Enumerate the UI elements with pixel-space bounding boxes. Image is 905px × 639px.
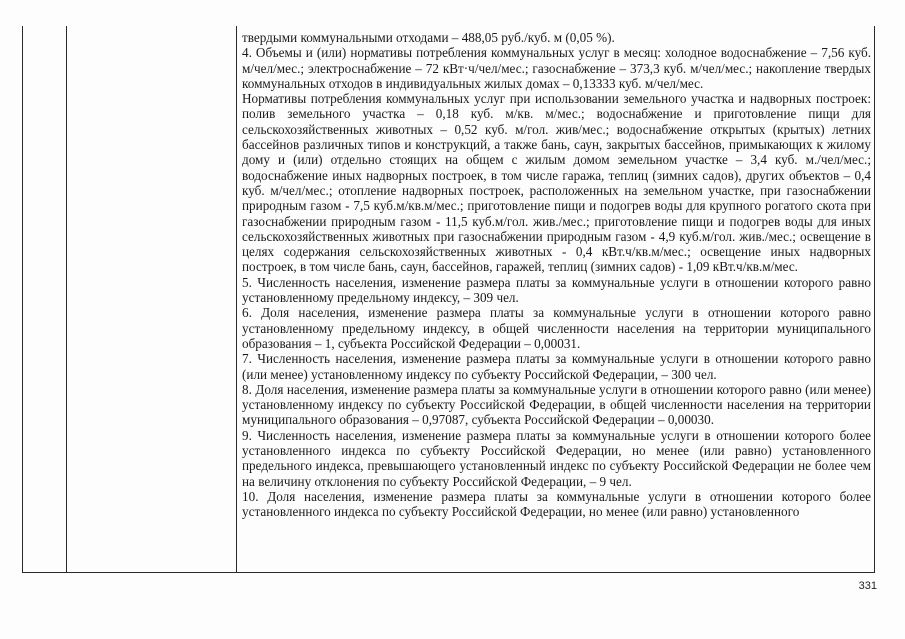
table-text-cell <box>242 30 871 520</box>
paragraph-item-6: 6. Доля населения, изменение размера платы за коммунальные услуги в отношении которого равно установленному предельному индексу, в общей численности населения на территории муниципального образования – 1, субъекта Российской Федерации – 0,00031. <box>242 305 871 351</box>
document-table <box>22 26 875 573</box>
paragraph-land-norms: Нормативы потребления коммунальных услуг при использовании земельного участка и надворных построек: полив земельного участка – 0,18 куб. м/кв. м/мес.; водоснабжение и приготовление пищи для сельскохозяйственных животных – 0,52 куб. м/гол. жив/мес.; водоснабжение открытых (крытых) летних бассейнов различных типов и конструкций, а также бань, саун, закрытых бассейнов, примыкающих к жилому дому и (или) отдельно стоящих на общем с жилым домом земельном участке – 3,4 куб. м./чел/мес.; водоснабжение иных надворных построек, в том числе гаража, теплиц (зимних садов), других объектов – 0,4 куб. м/чел/мес.; отопление надворных построек, расположенных на земельном участке, при газоснабжении природным газом - 7,5 куб.м/кв.м/мес.; приготовление пищи и подогрев воды для крупного рогатого скота при газоснабжении природным газом - 11,5 куб.м/гол. жив./мес.; приготовление пищи и подогрев воды для иных сельскохозяйственных животных при газоснабжении природным газом - 4,9 куб.м/гол. жив./мес.; освещение в целях содержания сельскохозяйственных животных - 0,4 кВт.ч/кв.м/мес.; освещение иных надворных построек, в том числе бань, саун, бассейнов, гаражей, теплиц (зимних садов) - 1,09 кВт.ч/кв.м/мес. <box>242 91 871 275</box>
paragraph-item-7: 7. Численность населения, изменение размера платы за коммунальные услуги в отношении которого равно (или менее) установленному индексу по субъекту Российской Федерации, – 300 чел. <box>242 351 871 382</box>
paragraph-item-8: 8. Доля населения, изменение размера платы за коммунальные услуги в отношении которого равно (или менее) установленному индексу по субъекту Российской Федерации, в общей численности населения на территории муниципального образования – 0,97087, субъекта Российской Федерации – 0,00030. <box>242 381 871 428</box>
paragraph-item-5: 5. Численность населения, изменение размера платы за коммунальные услуги в отношении которого равно установленному предельному индексу, – 309 чел. <box>242 274 871 306</box>
paragraph-item-9: 9. Численность населения, изменение размера платы за коммунальные услуги в отношении которого более установленного индекса по субъекту Российской Федерации, но менее (или равно) установленного предельного индекса, превышающего установленный индекс по субъекту Российской Федерации не более чем на величину отклонения по субъекту Российской Федерации, – 9 чел. <box>242 427 871 489</box>
column-divider <box>66 26 67 572</box>
paragraph-item-4-volumes: 4. Объемы и (или) нормативы потребления коммунальных услуг в месяц: холодное водоснабжение – 7,56 куб. м/чел/мес.; электроснабжение – 72 кВт·ч/чел/мес.; газоснабжение – 373,3 куб. м/чел/мес.; накопление твердых коммунальных отходов в индивидуальных жилых домах – 0,13333 куб. м/чел/мес. <box>242 45 871 91</box>
paragraph-item-10: 10. Доля населения, изменение размера платы за коммунальные услуги в отношении которого более установленного индекса по субъекту Российской Федерации, но менее (или равно) установленного <box>242 488 871 520</box>
paragraph-tko-cost: твердыми коммунальными отходами – 488,05 руб./куб. м (0,05 %). <box>242 30 615 45</box>
page-number: 331 <box>858 580 877 592</box>
column-divider <box>236 26 237 572</box>
